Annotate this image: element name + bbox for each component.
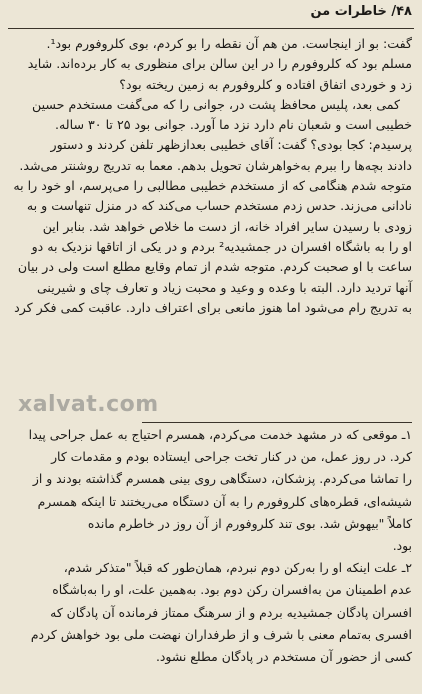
footnote-line: کاملاً "بیهوش شد. بوی تند کلروفورم از آن روز در خاطرم مانده	[87, 515, 412, 531]
main-text	[10, 34, 412, 318]
watermark: xalvat.com	[18, 392, 159, 417]
footnote-line: ۱ـ موقعی که در مشهد خدمت می‌کردم، همسرم احتیاج به عمل جراحی پیدا	[28, 427, 412, 442]
text-line: ساعت با او صحبت کردم. متوجه شدم از تمام وقایع مطلع است ولی در بیان	[17, 259, 412, 275]
text-line: خطیبی است و شعبان نام دارد نزد ما آورد. جوانی بود ۲۵ تا ۳۰ ساله.	[55, 117, 412, 133]
text-line: متوجه شدم هنگامی که از مستخدم خطیبی مطالبی را می‌پرسم، او خود را به	[13, 178, 412, 194]
text-line: مسلم بود که کلروفورم را در این سالن برای منظوری به کار برده‌اند. شاید	[27, 56, 412, 72]
footnote-line: عدم اطمینان من به‌افسران رکن دوم بود. به‌همین علت، او را به‌باشگاه	[52, 582, 412, 598]
footnote-line: کرد. در روز عمل، من در کنار تخت جراحی ایستاده بودم و مقدمات کار	[51, 449, 412, 465]
text-line: پرسیدم: کجا بودی؟ گفت: آقای خطیبی بعدازظهر تلفن کردند و دستور	[50, 137, 412, 153]
footnote-divider	[142, 422, 412, 423]
text-line: گفت: بو از اینجاست. من هم آن نقطه را بو کردم، بوی کلروفورم بود¹.	[46, 36, 412, 51]
footnote-line: شیشه‌ای، قطره‌های کلروفورم را به آن دستگاه می‌ریختند تا اینکه همسرم	[37, 493, 412, 509]
footnote-line: را تماشا می‌کردم. پزشکان، دستگاهی روی بینی همسرم گذاشته بودند و از	[32, 471, 412, 487]
text-line: دادند بچه‌ها را ببرم به‌خواهرشان تحویل بدهم. معما به تدریج روشنتر می‌شد.	[19, 157, 412, 173]
page-header-title: ۴۸/ خاطرات من	[310, 4, 412, 19]
text-line: کمی بعد، پلیس محافظ پشت در، جوانی را که می‌گفت مستخدم حسین	[32, 96, 400, 112]
footnote-line: افسری به‌تمام معنی با شرف و از طرفداران نهضت ملی بود خواهش کردم	[30, 626, 412, 642]
text-line: به تدریج رام می‌شود اما هنوز مانعی برای اعتراف دارد. عاقبت کمی فکر کرد	[14, 299, 412, 315]
footnote-line: کسی از حضور آن مستخدم در پادگان مطلع نشود.	[155, 649, 412, 665]
footnote-line: افسران پادگان جمشیدیه بردم و از سرهنگ ممتاز فرمانده آن پادگان که	[50, 604, 412, 620]
text-line: زد و خوردی اتفاق افتاده و کلروفورم به زمین ریخته بود؟	[119, 76, 412, 92]
footnote-line: بود.	[392, 538, 412, 554]
text-line: نادانی می‌زند. حدس زدم مستخدم حساب می‌کند که در منزل تنهاست و به	[26, 198, 412, 214]
text-line: زودی با رسیدن سایر افراد خانه، از دست ما خلاص خواهد شد. بنابر این	[42, 218, 412, 234]
header-divider	[8, 28, 414, 29]
footnote-line: ۲ـ علت اینکه او را به‌رکن دوم نبردم، همان‌طور که قبلاً "متذکر شدم،	[63, 560, 412, 576]
text-line: آنها تردید دارد. البته با وعده و وعید و محبت زیاد و تعارف چای و شیرینی	[36, 279, 412, 295]
text-line: او را به باشگاه افسران در جمشیدیه² بردم و در یکی از اتاقها نزدیک به دو	[31, 238, 412, 254]
running-header	[310, 4, 412, 19]
footnotes	[10, 424, 412, 668]
